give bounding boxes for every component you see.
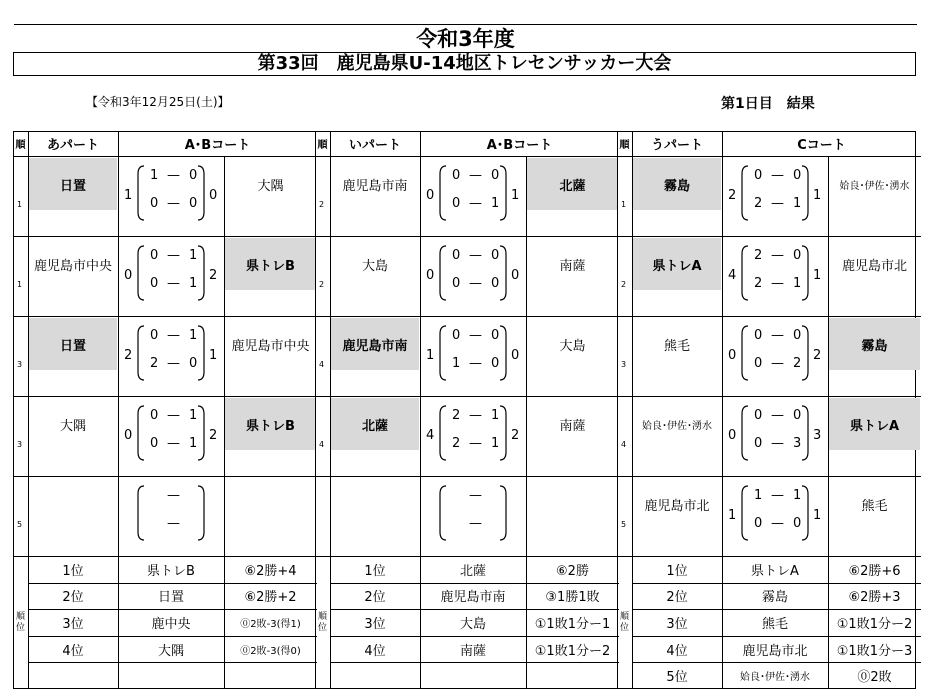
total-score-left: 2 bbox=[124, 348, 133, 363]
total-score-left: 4 bbox=[426, 428, 435, 443]
half-score-right: 0 bbox=[189, 168, 198, 183]
grid-line bbox=[315, 156, 619, 157]
half-score-left: 2 bbox=[452, 436, 461, 451]
total-score-right: 0 bbox=[511, 348, 520, 363]
half-score-right: 0 bbox=[491, 248, 500, 263]
grid-line bbox=[617, 236, 921, 237]
rank-result: ⑥2勝 bbox=[556, 563, 589, 579]
score-dash: — bbox=[469, 436, 482, 451]
half-score-right: 1 bbox=[189, 436, 198, 451]
half-score-left: 1 bbox=[150, 168, 159, 183]
total-score-right: 1 bbox=[813, 268, 822, 283]
team-right: 大島 bbox=[559, 338, 586, 354]
team-right bbox=[225, 478, 316, 530]
half-score-left: 0 bbox=[754, 328, 763, 343]
half-score-left: 0 bbox=[150, 408, 159, 423]
half-score-left: 2 bbox=[150, 356, 159, 371]
team-left: 日置 bbox=[29, 318, 117, 370]
half-score-left: 2 bbox=[754, 248, 763, 263]
rank-position: 1位 bbox=[364, 563, 386, 579]
rank-position: 2位 bbox=[666, 590, 688, 606]
half-score-right: 0 bbox=[793, 248, 802, 263]
score-dash: — bbox=[771, 516, 784, 531]
team-left: 熊毛 bbox=[663, 338, 690, 354]
match-order: 1 bbox=[621, 200, 627, 209]
score-dash: — bbox=[469, 196, 482, 211]
half-score-left: 0 bbox=[754, 436, 763, 451]
score-dash: — bbox=[771, 168, 784, 183]
rank-team: 南薩 bbox=[459, 643, 486, 659]
grid-line bbox=[13, 156, 317, 157]
rank-side-label: 順位 bbox=[619, 612, 629, 634]
score-dash: — bbox=[167, 436, 180, 451]
score-dash: — bbox=[167, 328, 180, 343]
rank-result: ①1敗1分ー2 bbox=[836, 616, 913, 632]
half-score-right: 1 bbox=[793, 276, 802, 291]
score-dash: — bbox=[167, 516, 180, 531]
grid-line bbox=[13, 476, 317, 477]
rank-position: 4位 bbox=[364, 643, 386, 659]
rank-position: 3位 bbox=[364, 616, 386, 632]
half-score-right: 0 bbox=[189, 196, 198, 211]
half-score-right: 0 bbox=[491, 168, 500, 183]
half-score-right: 1 bbox=[189, 248, 198, 263]
score-dash: — bbox=[771, 328, 784, 343]
half-score-left: 2 bbox=[754, 276, 763, 291]
part-name: うパート bbox=[650, 138, 703, 153]
half-score-left: 0 bbox=[754, 516, 763, 531]
match-order: 1 bbox=[17, 200, 23, 209]
rank-result: ⑥2勝+6 bbox=[848, 563, 901, 579]
rank-team: 鹿児島市北 bbox=[742, 643, 808, 659]
rank-result: ⑥2勝+4 bbox=[244, 563, 297, 579]
rank-position: 2位 bbox=[62, 590, 84, 606]
rank-team: 大隅 bbox=[157, 643, 184, 659]
total-score-right: 0 bbox=[209, 188, 218, 203]
half-score-left: 0 bbox=[452, 328, 461, 343]
team-right: 南薩 bbox=[559, 258, 586, 274]
team-right: 南薩 bbox=[559, 418, 586, 434]
court-name: Cコート bbox=[797, 138, 846, 153]
team-left: 北薩 bbox=[331, 398, 419, 450]
match-date: 【令和3年12月25日(土)】 bbox=[86, 95, 230, 109]
results-table bbox=[13, 131, 916, 689]
total-score-right: 1 bbox=[813, 508, 822, 523]
half-score-left: 0 bbox=[150, 248, 159, 263]
score-dash: — bbox=[771, 488, 784, 503]
score-dash: — bbox=[771, 408, 784, 423]
half-score-right: 2 bbox=[793, 356, 802, 371]
court-name: A･Bコート bbox=[184, 138, 251, 153]
score-dash: — bbox=[469, 488, 482, 503]
rank-position: 3位 bbox=[62, 616, 84, 632]
grid-line bbox=[617, 316, 921, 317]
match-order: 5 bbox=[621, 520, 627, 529]
match-order: 3 bbox=[621, 360, 627, 369]
team-left: 県トレA bbox=[633, 238, 721, 290]
total-score-left: 0 bbox=[728, 348, 737, 363]
rank-team: 県トレB bbox=[147, 563, 195, 579]
half-score-right: 3 bbox=[793, 436, 802, 451]
match-order: 1 bbox=[17, 280, 23, 289]
half-score-right: 0 bbox=[491, 356, 500, 371]
total-score-left: 2 bbox=[728, 188, 737, 203]
total-score-left: 1 bbox=[426, 348, 435, 363]
team-left bbox=[29, 478, 117, 530]
match-order: 4 bbox=[319, 440, 325, 449]
team-left: 大隅 bbox=[59, 418, 86, 434]
half-score-left: 2 bbox=[754, 196, 763, 211]
match-order: 3 bbox=[17, 440, 23, 449]
rank-team: 姶良･伊佐･湧水 bbox=[740, 672, 810, 684]
rank-team: 霧島 bbox=[761, 590, 788, 606]
half-score-right: 1 bbox=[793, 196, 802, 211]
score-dash: — bbox=[771, 248, 784, 263]
match-order: 4 bbox=[621, 440, 627, 449]
half-score-left: 0 bbox=[754, 168, 763, 183]
half-score-left: 0 bbox=[452, 168, 461, 183]
team-right: 鹿児島市北 bbox=[841, 258, 907, 274]
score-dash: — bbox=[771, 356, 784, 371]
half-score-right: 1 bbox=[491, 408, 500, 423]
team-left: 鹿児島市北 bbox=[644, 498, 710, 514]
half-score-right: 1 bbox=[793, 488, 802, 503]
rank-team: 鹿中央 bbox=[151, 616, 191, 632]
grid-line bbox=[13, 396, 317, 397]
team-right: 霧島 bbox=[829, 318, 920, 370]
rank-team: 日置 bbox=[157, 590, 184, 606]
score-dash: — bbox=[469, 328, 482, 343]
grid-line bbox=[28, 662, 317, 663]
grid-line bbox=[617, 476, 921, 477]
order-header: 順 bbox=[619, 140, 630, 151]
order-header: 順 bbox=[15, 140, 26, 151]
team-left: 鹿児島市南 bbox=[331, 318, 419, 370]
score-dash: — bbox=[167, 196, 180, 211]
score-dash: — bbox=[469, 168, 482, 183]
team-right: 県トレB bbox=[225, 398, 316, 450]
score-dash: — bbox=[167, 168, 180, 183]
grid-line bbox=[315, 316, 619, 317]
grid-line bbox=[617, 396, 921, 397]
rank-position: 4位 bbox=[62, 643, 84, 659]
total-score-right: 0 bbox=[511, 268, 520, 283]
rank-result: ③1勝1敗 bbox=[545, 590, 600, 606]
grid-line bbox=[315, 476, 619, 477]
rank-team: 県トレA bbox=[751, 563, 799, 579]
team-left: 大島 bbox=[361, 258, 388, 274]
half-score-left: 0 bbox=[452, 196, 461, 211]
team-left: 鹿児島市中央 bbox=[33, 258, 112, 274]
half-score-right: 0 bbox=[491, 276, 500, 291]
match-order: 5 bbox=[17, 520, 23, 529]
half-score-right: 1 bbox=[189, 276, 198, 291]
score-dash: — bbox=[771, 436, 784, 451]
grid-line bbox=[13, 236, 317, 237]
team-right: 県トレA bbox=[829, 398, 920, 450]
half-score-left: 0 bbox=[452, 248, 461, 263]
half-score-right: 0 bbox=[491, 328, 500, 343]
half-score-right: 1 bbox=[189, 408, 198, 423]
page-title: 令和3年度 bbox=[14, 24, 917, 53]
half-score-left: 0 bbox=[150, 276, 159, 291]
court-name: A･Bコート bbox=[486, 138, 553, 153]
rank-position: 4位 bbox=[666, 643, 688, 659]
total-score-left: 1 bbox=[124, 188, 133, 203]
half-score-left: 0 bbox=[150, 436, 159, 451]
score-dash: — bbox=[469, 248, 482, 263]
score-dash: — bbox=[771, 196, 784, 211]
team-left: 鹿児島市南 bbox=[342, 178, 408, 194]
rank-team: 北薩 bbox=[459, 563, 486, 579]
total-score-right: 1 bbox=[511, 188, 520, 203]
match-order: 3 bbox=[17, 360, 23, 369]
rank-result: ⑥2勝+2 bbox=[244, 590, 297, 606]
half-score-right: 0 bbox=[793, 328, 802, 343]
score-dash: — bbox=[771, 276, 784, 291]
total-score-left: 1 bbox=[728, 508, 737, 523]
team-right: 北薩 bbox=[527, 158, 618, 210]
half-score-right: 0 bbox=[189, 356, 198, 371]
half-score-left: 0 bbox=[754, 356, 763, 371]
half-score-left: 2 bbox=[452, 408, 461, 423]
half-score-left: 1 bbox=[754, 488, 763, 503]
rank-team: 鹿児島市南 bbox=[440, 590, 506, 606]
score-dash: — bbox=[469, 516, 482, 531]
rank-position: 1位 bbox=[666, 563, 688, 579]
rank-side-label: 順位 bbox=[15, 612, 25, 634]
half-score-left: 0 bbox=[754, 408, 763, 423]
score-dash: — bbox=[167, 276, 180, 291]
part-name: いパート bbox=[348, 138, 401, 153]
grid-line bbox=[13, 316, 317, 317]
order-header: 順 bbox=[317, 140, 328, 151]
half-score-right: 0 bbox=[793, 168, 802, 183]
tournament-title: 第33回 鹿児島県U-14地区トレセンサッカー大会 bbox=[13, 52, 916, 76]
rank-team: 熊毛 bbox=[761, 616, 788, 632]
rank-result: ①1敗1分ー1 bbox=[534, 616, 611, 632]
team-right: 鹿児島市中央 bbox=[231, 338, 310, 354]
team-left: 姶良･伊佐･湧水 bbox=[642, 420, 712, 432]
total-score-right: 2 bbox=[209, 428, 218, 443]
total-score-right: 1 bbox=[209, 348, 218, 363]
part-name: あパート bbox=[46, 138, 99, 153]
score-dash: — bbox=[167, 356, 180, 371]
match-order: 2 bbox=[319, 280, 325, 289]
team-left: 日置 bbox=[29, 158, 117, 210]
total-score-right: 1 bbox=[813, 188, 822, 203]
total-score-left: 0 bbox=[124, 268, 133, 283]
half-score-left: 0 bbox=[150, 196, 159, 211]
half-score-left: 1 bbox=[452, 356, 461, 371]
team-right: 姶良･伊佐･湧水 bbox=[839, 180, 910, 192]
grid-line bbox=[330, 662, 619, 663]
match-order: 2 bbox=[621, 280, 627, 289]
total-score-right: 2 bbox=[209, 268, 218, 283]
half-score-right: 1 bbox=[491, 196, 500, 211]
total-score-left: 0 bbox=[426, 268, 435, 283]
rank-result: ①1敗1分ー2 bbox=[534, 643, 611, 659]
rank-result: ⑥2勝+3 bbox=[848, 590, 901, 606]
half-score-right: 1 bbox=[189, 328, 198, 343]
team-right: 県トレB bbox=[225, 238, 316, 290]
score-dash: — bbox=[469, 276, 482, 291]
rank-result: ①1敗1分ー3 bbox=[836, 643, 913, 659]
grid-line bbox=[617, 156, 921, 157]
rank-position: 5位 bbox=[666, 670, 688, 686]
score-dash: — bbox=[167, 488, 180, 503]
rank-result: ⓪2敗 bbox=[857, 670, 892, 686]
grid-line bbox=[315, 236, 619, 237]
score-dash: — bbox=[167, 408, 180, 423]
score-dash: — bbox=[469, 408, 482, 423]
rank-position: 2位 bbox=[364, 590, 386, 606]
total-score-left: 0 bbox=[728, 428, 737, 443]
rank-position: 3位 bbox=[666, 616, 688, 632]
total-score-left: 4 bbox=[728, 268, 737, 283]
half-score-right: 0 bbox=[793, 408, 802, 423]
total-score-right: 2 bbox=[511, 428, 520, 443]
team-left: 霧島 bbox=[633, 158, 721, 210]
total-score-right: 3 bbox=[813, 428, 822, 443]
team-left bbox=[331, 478, 419, 530]
rank-team: 大島 bbox=[459, 616, 486, 632]
half-score-right: 0 bbox=[793, 516, 802, 531]
rank-side-label: 順位 bbox=[317, 612, 327, 634]
match-order: 2 bbox=[319, 200, 325, 209]
total-score-right: 2 bbox=[813, 348, 822, 363]
day-label: 第1日目 結果 bbox=[721, 96, 815, 112]
half-score-left: 0 bbox=[452, 276, 461, 291]
score-dash: — bbox=[469, 356, 482, 371]
total-score-left: 0 bbox=[426, 188, 435, 203]
team-right bbox=[527, 478, 618, 530]
rank-result: ⓪2敗-3(得1) bbox=[240, 618, 301, 630]
total-score-left: 0 bbox=[124, 428, 133, 443]
team-right: 熊毛 bbox=[861, 498, 888, 514]
team-right: 大隅 bbox=[257, 178, 284, 194]
score-dash: — bbox=[167, 248, 180, 263]
half-score-right: 1 bbox=[491, 436, 500, 451]
half-score-left: 0 bbox=[150, 328, 159, 343]
match-order: 4 bbox=[319, 360, 325, 369]
rank-result: ⓪2敗-3(得0) bbox=[240, 645, 301, 657]
rank-position: 1位 bbox=[62, 563, 84, 579]
grid-line bbox=[315, 396, 619, 397]
